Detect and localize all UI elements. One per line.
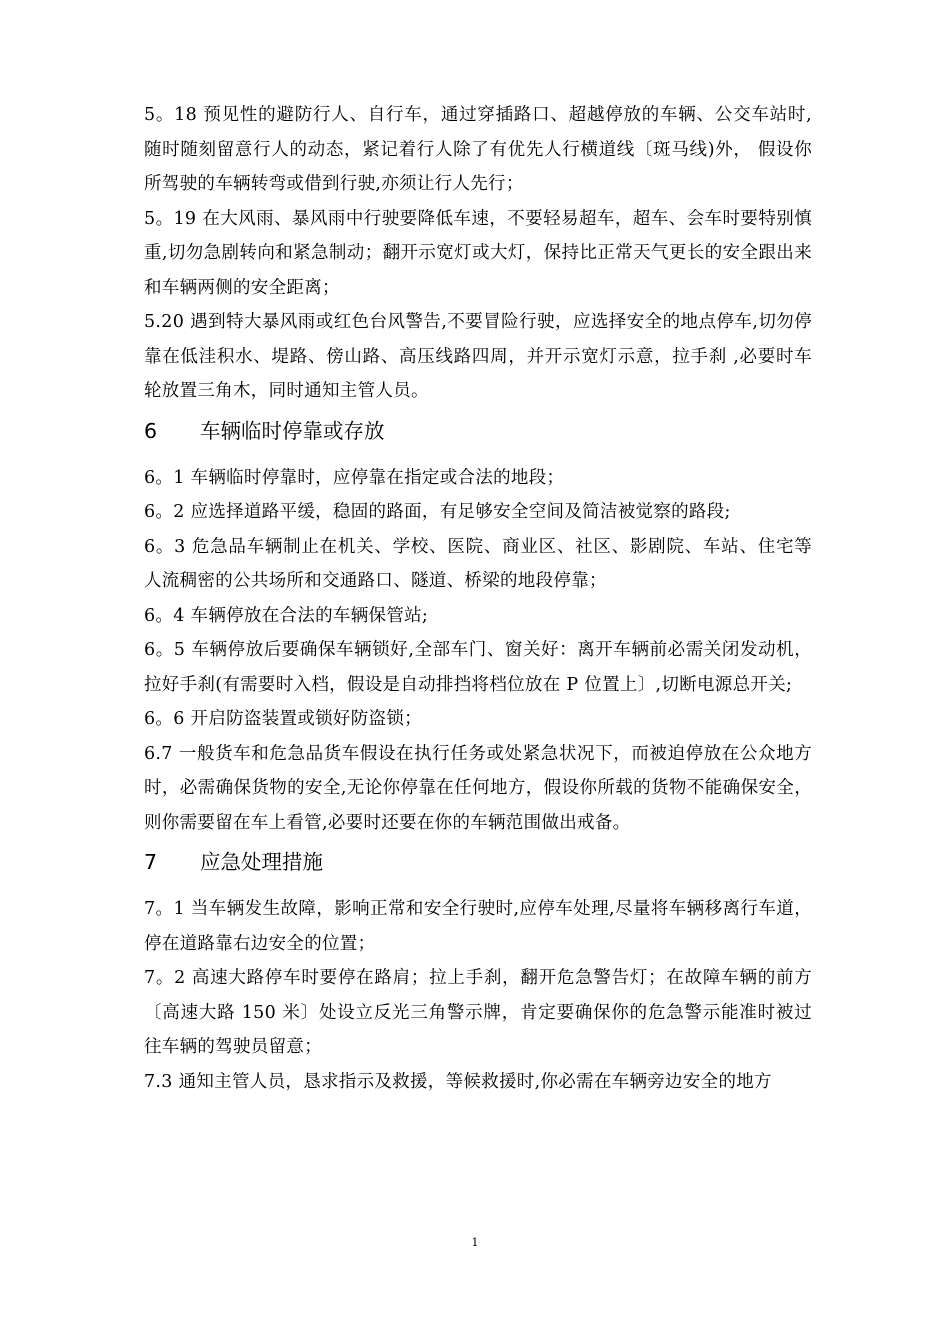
paragraph-7-2: 7。2 高速大路停车时要停在路肩；拉上手刹，翻开危急警告灯；在故障车辆的前方〔高速大路 150 米〕处设立反光三角警示牌，肯定要确保你的危急警示能准时被过往车辆的驾驶员留意； (144, 968, 812, 1057)
page-number: 1 (471, 1236, 479, 1249)
paragraph-5-19: 5。19 在大风雨、暴风雨中行驶要降低车速，不要轻易超车，超车、会车时要特别慎重,切勿急剧转向和紧急制动；翻开示宽灯或大灯，保持比正常天气更长的安全跟出来和车辆两侧的安全距离； (144, 208, 812, 298)
paragraph-6-1: 6。1 车辆临时停靠时，应停靠在指定或合法的地段； (144, 467, 565, 488)
paragraph-5-18: 5。18 预见性的避防行人、自行车，通过穿插路口、超越停放的车辆、公交车站时,随时随刻留意行人的动态，紧记着行人除了有优先人行横道线〔斑马线)外， 假设你所驾驶的车辆转弯或借到行驶,亦须让行人先行； (144, 105, 812, 194)
section-6-number: 6 (144, 418, 158, 443)
section-7-heading (144, 846, 812, 878)
paragraph-6-4: 6。4 车辆停放在合法的车辆保管站; (144, 605, 429, 626)
document-body (144, 98, 812, 1099)
paragraph-6-2: 6。2 应选择道路平缓，稳固的路面，有足够安全空间及简洁被觉察的路段; (144, 502, 731, 522)
section-7-title: 应急处理措施 (200, 850, 323, 874)
paragraph-7-1: 7。1 当车辆发生故障，影响正常和安全行驶时,应停车处理,尽量将车辆移离行车道，停在道路靠右边安全的位置； (144, 899, 812, 954)
paragraph-6-5: 6。5 车辆停放后要确保车辆锁好,全部车门、窗关好：离开车辆前必需关闭发动机，拉好手刹(有需要时入档，假设是自动排挡将档位放在 P 位置上〕,切断电源总开关; (144, 640, 812, 695)
section-6-title: 车辆临时停靠或存放 (200, 418, 385, 443)
paragraph-6-3: 6。3 危急品车辆制止在机关、学校、医院、商业区、社区、影剧院、车站、住宅等人流稠密的公共场所和交通路口、隧道、桥梁的地段停靠； (144, 536, 812, 591)
paragraph-6-7: 6.7 一般货车和危急品货车假设在执行任务或处紧急状况下，而被迫停放在公众地方时，必需确保货物的安全,无论你停靠在任何地方，假设你所载的货物不能确保安全，则你需要留在车上看管,必要时还要在你的车辆范围做出戒备。 (144, 743, 812, 833)
paragraph-5-20: 5.20 遇到特大暴风雨或红色台风警告,不要冒险行驶，应选择安全的地点停车,切勿停靠在低洼积水、堤路、傍山路、高压线路四周，并开示宽灯示意，拉手刹 ,必要时车轮放置三角木，同时通知主管人员。 (144, 312, 812, 401)
section-7-number: 7 (144, 850, 158, 874)
paragraph-7-3: 7.3 通知主管人员，恳求指示及救援，等候救援时,你必需在车辆旁边安全的地方 (144, 1071, 772, 1092)
paragraph-6-6: 6。6 开启防盗装置或锁好防盗锁； (144, 709, 422, 729)
section-6-heading (144, 415, 812, 447)
